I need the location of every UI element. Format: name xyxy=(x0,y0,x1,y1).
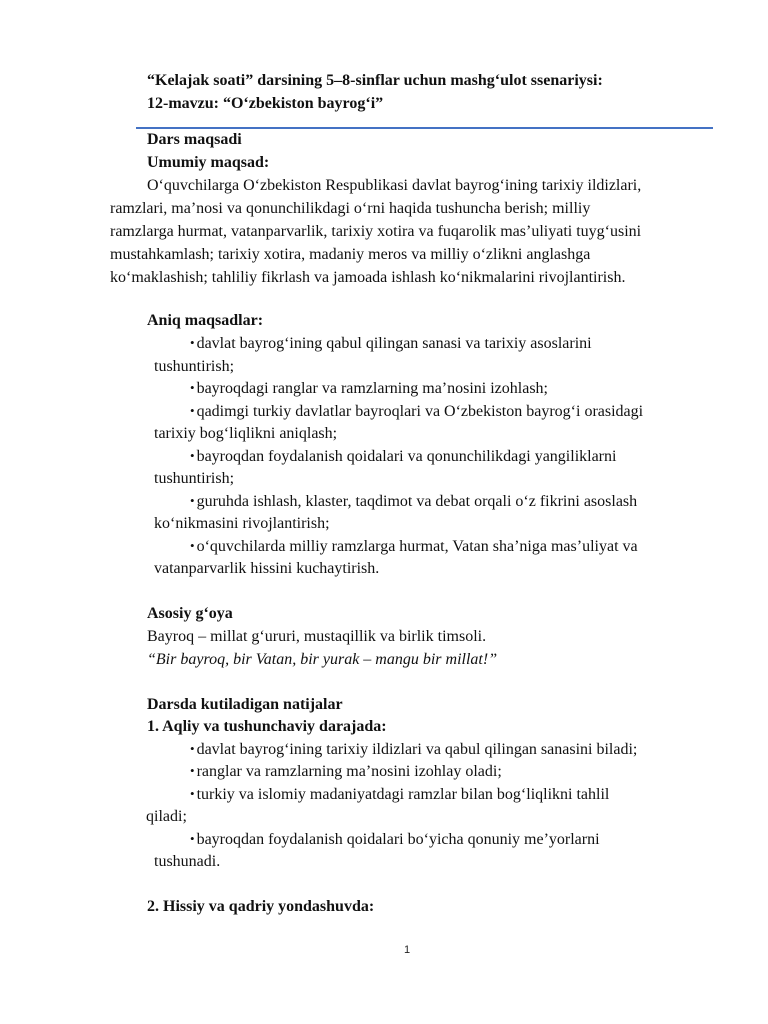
general-goal-text-line: ramzlarga hurmat, vatanparvarlik, tarixiy xotira va fuqarolik mas’uliyati tuyg‘usini xyxy=(110,223,642,240)
list-item: • qadimgi turkiy davlatlar bayroqlari va O‘zbekiston bayrog‘i orasidagi xyxy=(190,401,643,423)
idea-quote: “Bir bayroq, bir Vatan, bir yurak – mangu bir millat!” xyxy=(147,651,498,668)
section-heading-idea: Asosiy g‘oya xyxy=(147,605,233,622)
page-number: 1 xyxy=(404,944,411,956)
general-goal-text-line: mustahkamlash; tarixiy xotira, madaniy meros va milliy o‘zlikni anglashga xyxy=(110,246,591,263)
results-subheading-2: 2. Hissiy va qadriy yondashuvda: xyxy=(147,898,375,915)
list-item: • bayroqdan foydalanish qoidalari va qonunchilikdagi yangiliklarni xyxy=(190,446,616,468)
list-item: • davlat bayrog‘ining qabul qilingan sanasi va tarixiy asoslarini xyxy=(190,333,592,355)
document-title-line-2: 12-mavzu: “O‘zbekiston bayrog‘i” xyxy=(147,95,384,112)
list-item: • guruhda ishlash, klaster, taqdimot va debat orqali o‘z fikrini asoslash xyxy=(190,491,637,513)
general-goal-heading: Umumiy maqsad: xyxy=(147,154,270,171)
document-title-line-1: “Kelajak soati” darsining 5–8-sinflar uchun mashg‘ulot ssenariysi: xyxy=(147,72,603,89)
general-goal-text-line: O‘quvchilarga O‘zbekiston Respublikasi davlat bayrog‘ining tarixiy ildizlari, xyxy=(147,177,642,194)
list-item: • davlat bayrog‘ining tarixiy ildizlari va qabul qilingan sanasini biladi; xyxy=(190,739,637,761)
general-goal-text-line: ramzlari, ma’nosi va qonunchilikdagi o‘rni haqida tushuncha berish; milliy xyxy=(110,200,591,217)
list-item: • turkiy va islomiy madaniyatdagi ramzlar bilan bog‘liqlikni tahlil xyxy=(190,784,609,806)
list-item: • bayroqdagi ranglar va ramzlarning ma’nosini izohlash; xyxy=(190,378,548,400)
list-item: • bayroqdan foydalanish qoidalari bo‘yicha qonuniy me’yorlarni xyxy=(190,829,600,851)
list-item-continuation: tushuntirish; xyxy=(154,470,235,487)
results-subheading-1: 1. Aqliy va tushunchaviy darajada: xyxy=(147,718,387,735)
list-item-continuation: tarixiy bog‘liqlikni aniqlash; xyxy=(154,425,338,442)
idea-text: Bayroq – millat g‘ururi, mustaqillik va birlik timsoli. xyxy=(147,628,487,645)
general-goal-text-line: ko‘maklashish; tahliliy fikrlash va jamoada ishlash ko‘nikmalarini rivojlantirish. xyxy=(110,269,626,286)
list-item: • o‘quvchilarda milliy ramzlarga hurmat, Vatan sha’niga mas’uliyat va xyxy=(190,536,638,558)
list-item-continuation: ko‘nikmasini rivojlantirish; xyxy=(154,515,330,532)
list-item-continuation: vatanparvarlik hissini kuchaytirish. xyxy=(154,560,380,577)
list-item-continuation: tushuntirish; xyxy=(154,358,235,375)
list-item: • ranglar va ramzlarning ma’nosini izohlay oladi; xyxy=(190,761,502,783)
list-item-continuation: tushunadi. xyxy=(154,853,221,870)
section-heading-results: Darsda kutiladigan natijalar xyxy=(147,696,343,713)
section-heading-goal: Dars maqsadi xyxy=(147,131,242,148)
specific-goals-heading: Aniq maqsadlar: xyxy=(147,312,264,329)
list-item-continuation: qiladi; xyxy=(146,808,187,825)
